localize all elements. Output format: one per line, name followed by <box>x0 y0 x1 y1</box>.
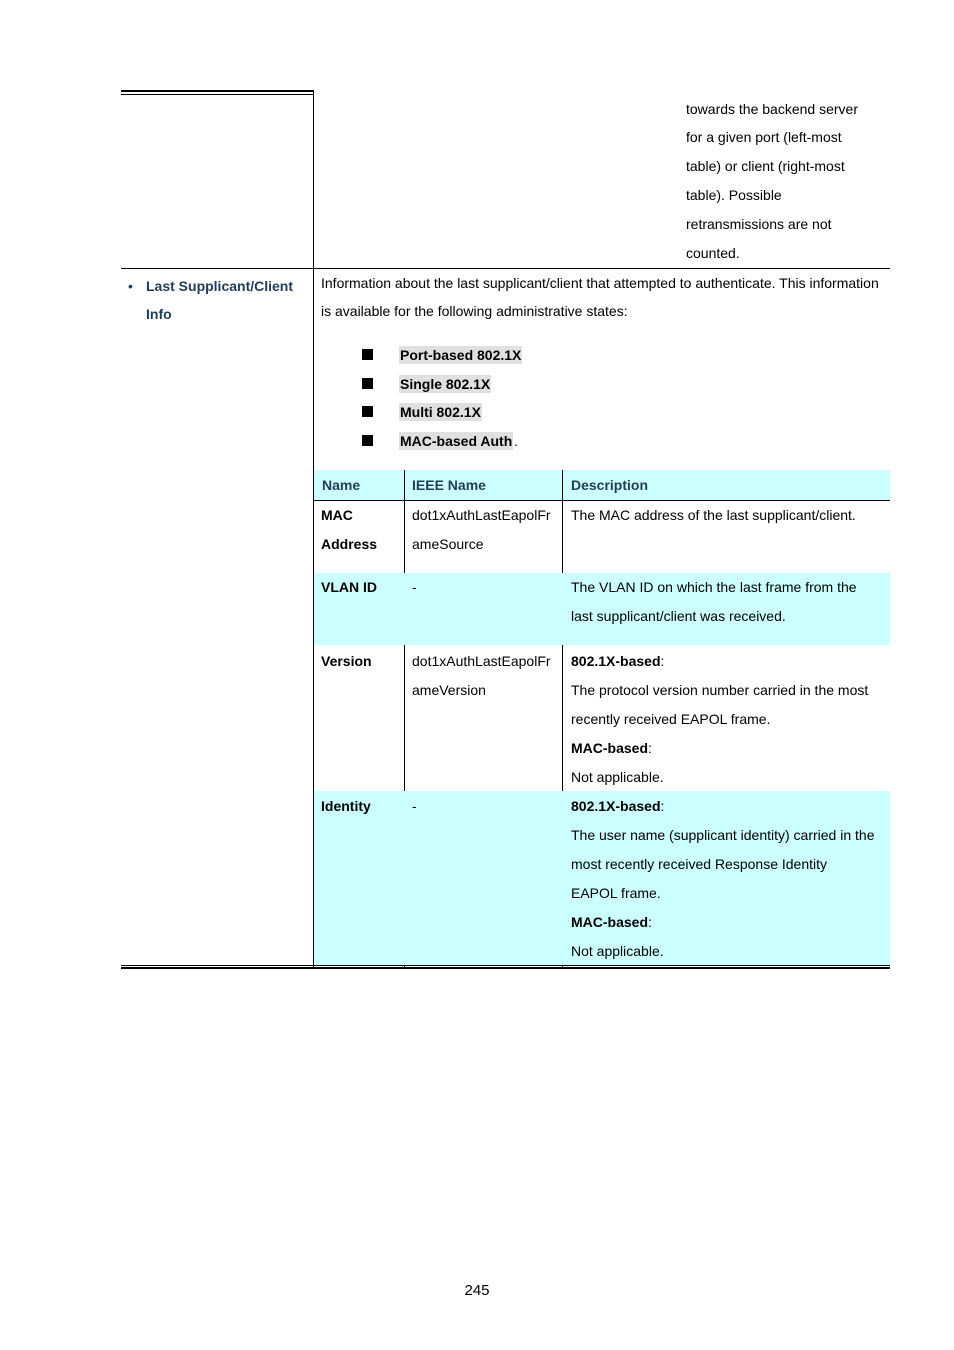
description-line: last supplicant/client was received. <box>571 608 786 624</box>
continued-line: table). Possible <box>686 187 782 203</box>
description-line: 802.1X-based: <box>571 653 665 669</box>
description-bold: MAC-based <box>571 740 649 756</box>
table-top-border-thin <box>121 94 314 95</box>
description-line: EAPOL frame. <box>571 885 661 901</box>
continued-line: retransmissions are not <box>686 216 832 232</box>
row-ieee-name: - <box>412 579 417 595</box>
row-name: Identity <box>321 798 371 814</box>
description-bold: 802.1X-based <box>571 653 661 669</box>
description-line: The MAC address of the last supplicant/client. <box>571 507 856 523</box>
table-bottom-border-thick <box>121 967 890 969</box>
page-number: 245 <box>464 1282 490 1299</box>
row-description <box>571 792 887 966</box>
description-line: MAC-based: <box>571 740 652 756</box>
description-line: Not applicable. <box>571 943 664 959</box>
admin-state-label: Port-based 802.1X <box>400 347 522 363</box>
description-line: most recently received Response Identity <box>571 856 828 872</box>
description-line: 802.1X-based: <box>571 798 665 814</box>
row-description <box>571 501 887 530</box>
continued-line: counted. <box>686 245 740 261</box>
description-line: The protocol version number carried in the most <box>571 682 869 698</box>
description-line: Not applicable. <box>571 769 664 785</box>
row-ieee-name: dot1xAuthLastEapolFrameSource <box>412 507 551 552</box>
row-name: Version <box>321 653 372 669</box>
admin-state-label: Multi 802.1X <box>400 404 481 420</box>
row-description <box>571 647 887 792</box>
bullet-icon: • <box>128 278 133 294</box>
square-bullet-icon <box>362 406 373 417</box>
table-top-border-thick <box>121 90 314 92</box>
column-header-description: Description <box>571 477 649 493</box>
description-line: The VLAN ID on which the last frame from the <box>571 579 857 595</box>
description-line: The user name (supplicant identity) carried in the <box>571 827 875 843</box>
parameter-name: Last Supplicant/Client Info <box>146 278 294 322</box>
description-line: recently received EAPOL frame. <box>571 711 771 727</box>
column-header-name: Name <box>322 477 361 493</box>
row-name: MAC Address <box>321 507 378 552</box>
row-ieee-name: dot1xAuthLastEapolFrameVersion <box>412 653 551 698</box>
continued-line: for a given port (left-most <box>686 129 842 145</box>
column-header-ieee: IEEE Name <box>412 477 486 493</box>
square-bullet-icon <box>362 435 373 446</box>
table-bottom-border-thin <box>121 965 890 966</box>
admin-state-label: Single 802.1X <box>400 376 491 392</box>
square-bullet-icon <box>362 378 373 389</box>
admin-state-label: MAC-based Auth <box>400 433 513 449</box>
continued-line: towards the backend server <box>686 101 858 117</box>
square-bullet-icon <box>362 349 373 360</box>
description-line: MAC-based: <box>571 914 652 930</box>
row-name: VLAN ID <box>321 579 377 595</box>
row-ieee-name: - <box>412 798 417 814</box>
description-bold: MAC-based <box>571 914 649 930</box>
intro-paragraph: Information about the last supplicant/client that attempted to authenticate. This information is available for the following administrative states: <box>321 275 879 319</box>
description-bold: 802.1X-based <box>571 798 661 814</box>
admin-state-suffix: . <box>514 433 518 449</box>
continued-line: table) or client (right-most <box>686 158 845 174</box>
row-description <box>571 573 887 631</box>
